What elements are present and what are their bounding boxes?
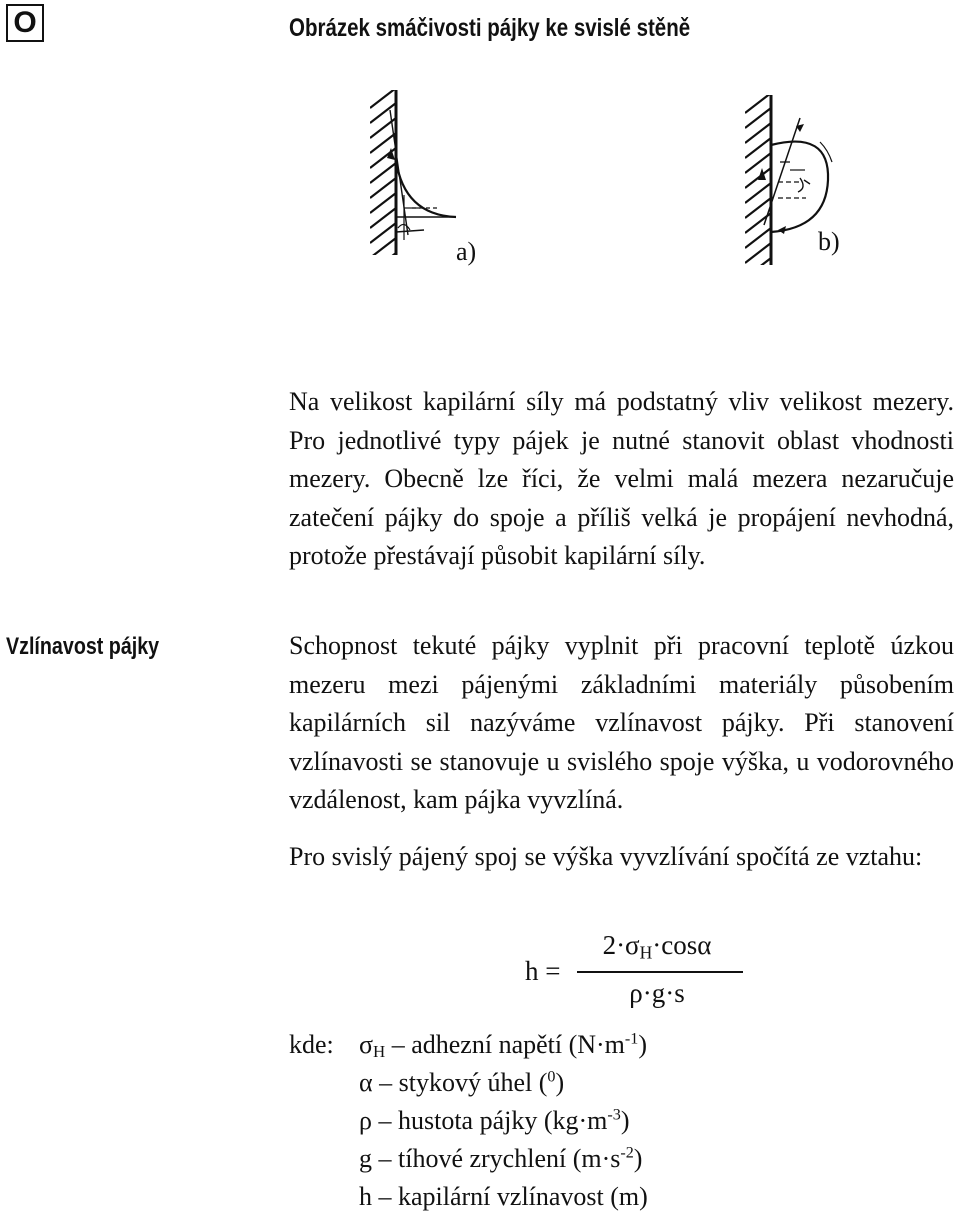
- legend-intro: kde:: [289, 1030, 334, 1059]
- legend-item: [359, 1068, 564, 1100]
- legend-item: [359, 1182, 648, 1214]
- paragraph-gap-size: Na velikost kapilární síly má podstatný vliv velikost mezery. Pro jednotlivé typy pájek je nutné stanovit oblast vhodnosti mezery. Obecně lze říci, že velmi malá mezera nezaručuje zatečení pájky do spoje a příliš velká je propájení nevhodná, protože přestávají působit kapilární síly.: [289, 387, 954, 570]
- legend-unit-exponent: -1: [624, 1030, 639, 1048]
- legend-symbol: ρ: [359, 1106, 372, 1135]
- figure-heading: Obrázek smáčivosti pájky ke svislé stěně: [289, 14, 691, 42]
- legend-symbol: σ: [359, 1030, 374, 1059]
- legend-item: [359, 1030, 647, 1062]
- legend-description: – kapilární vzlínavost (m): [378, 1182, 648, 1211]
- legend-closing: ): [620, 1106, 630, 1135]
- legend-item: [359, 1144, 642, 1176]
- formula-lhs: h =: [525, 956, 561, 986]
- legend-item: [359, 1106, 630, 1138]
- fraction-bar: [577, 971, 743, 973]
- paragraph-capillarity: Schopnost tekuté pájky vyplnit při pracovní teplotě úzkou mezeru mezi pájenými základními materiály působením kapilárních sil nazýváme vzlínavost pájky. Při stanovení vzlínavosti se stanovuje u svislého spoje výška, u vodorovného vzdálenost, kam pájka vyvzlíná.: [289, 631, 954, 814]
- legend-description: – tíhové zrychlení (m·s: [378, 1144, 621, 1173]
- section-marker: O: [6, 4, 44, 42]
- legend-symbol: g: [359, 1144, 372, 1173]
- legend-description: – stykový úhel (: [379, 1068, 548, 1097]
- formula-denominator: ρ·g·s: [629, 978, 685, 1008]
- legend-unit-exponent: 0: [547, 1068, 556, 1086]
- legend-symbol-subscript: H: [373, 1042, 386, 1062]
- figure-b-label: b): [818, 227, 840, 256]
- paragraph-formula-intro: Pro svislý pájený spoj se výška vyvzlívání spočítá ze vztahu:: [289, 842, 923, 871]
- legend-unit-exponent: -3: [607, 1106, 621, 1124]
- side-label: Vzlínavost pájky: [6, 633, 160, 660]
- legend-symbol: α: [359, 1068, 373, 1097]
- wetting-figure: [360, 80, 860, 300]
- capillary-height-formula: [525, 930, 745, 1020]
- legend-description: – adhezní napětí (N·m: [391, 1030, 625, 1059]
- legend-closing: ): [555, 1068, 565, 1097]
- legend-closing: ): [638, 1030, 647, 1059]
- figure-a-wall: [370, 88, 396, 273]
- legend-unit-exponent: -2: [620, 1144, 634, 1162]
- figure-a-label: a): [456, 237, 477, 266]
- figure-b-droplet: [758, 118, 832, 234]
- legend-description: – hustota pájky (kg·m: [378, 1106, 608, 1135]
- figure-b-wall: [745, 93, 771, 278]
- formula-numerator: $2\cdot\sigma_H\cdot\cos\alpha$: [602, 930, 712, 963]
- legend-closing: ): [633, 1144, 643, 1173]
- legend-symbol: h: [359, 1182, 372, 1211]
